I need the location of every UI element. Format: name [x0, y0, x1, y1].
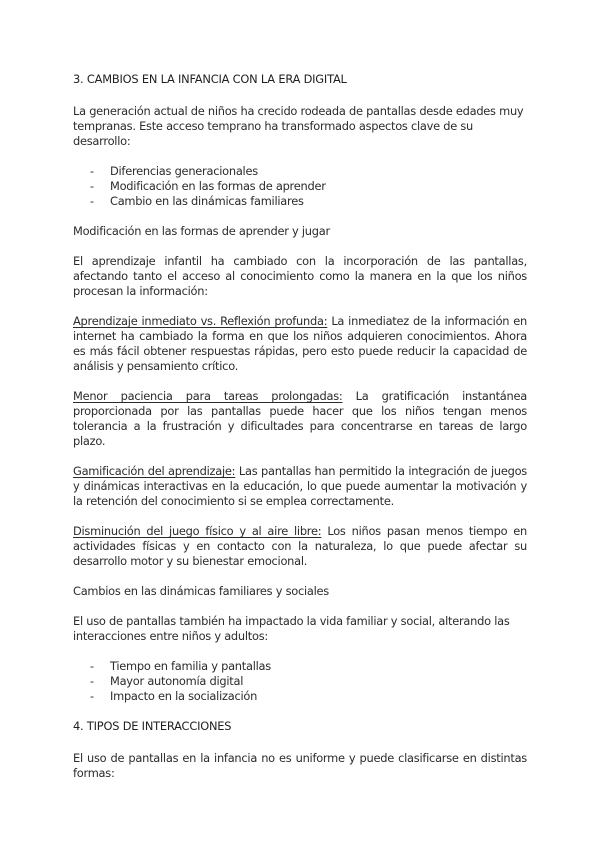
bullet-dash: - — [90, 194, 94, 208]
list-item-text: Tiempo en familia y pantallas — [110, 659, 271, 673]
list-item — [73, 194, 527, 209]
learning-paragraph: El aprendizaje infantil ha cambiado con la incorporación de las pantallas, afectando tanto el acceso al conocimiento como la manera en la que los niños procesan la información: — [73, 254, 527, 298]
list-item-text: Mayor autonomía digital — [110, 674, 244, 688]
point-paragraph — [73, 314, 527, 374]
section-4-title: 4. TIPOS DE INTERACCIONES — [73, 719, 232, 733]
point-paragraph — [73, 464, 527, 509]
list-item — [73, 659, 527, 674]
point-text: La gratificación instantánea proporcionada por las pantallas puede hacer que los niños tengan menos tolerancia a la frustración y dificultades para concentrarse en tareas de largo plazo. — [73, 389, 527, 448]
point-term: Aprendizaje inmediato vs. Reflexión profunda: — [73, 314, 328, 328]
bullet-dash: - — [90, 689, 94, 703]
subheading-learning: Modificación en las formas de aprender y jugar — [73, 224, 330, 238]
family-paragraph: El uso de pantallas también ha impactado la vida familiar y social, alterando las interacciones entre niños y adultos: — [73, 614, 510, 643]
point-paragraph — [73, 389, 527, 449]
list-item-text: Cambio en las dinámicas familiares — [110, 194, 304, 208]
list-item-text: Diferencias generacionales — [110, 164, 258, 178]
point-text: La inmediatez de la información en internet ha cambiado la forma en que los niños adquieren conocimientos. Ahora es más fácil obtener respuestas rápidas, pero esto puede reducir la capacidad de análisis y pensamiento crítico. — [73, 314, 528, 373]
point-term: Disminución del juego físico y al aire libre: — [73, 524, 322, 538]
list-item — [73, 689, 527, 704]
point-term: Gamificación del aprendizaje: — [73, 464, 236, 478]
subheading-family: Cambios en las dinámicas familiares y sociales — [73, 584, 329, 598]
bullet-list-2 — [73, 659, 527, 704]
point-text: Los niños pasan menos tiempo en actividades físicas y en contacto con la naturaleza, lo que puede afectar su desarrollo motor y su bienestar emocional. — [73, 524, 527, 568]
section-4-intro: El uso de pantallas en la infancia no es uniforme y puede clasificarse en distintas formas: — [73, 751, 527, 780]
bullet-list-1 — [73, 164, 527, 209]
list-item — [73, 674, 527, 689]
bullet-dash: - — [90, 164, 94, 178]
point-paragraph — [73, 524, 527, 569]
bullet-dash: - — [90, 674, 94, 688]
point-text: Las pantallas han permitido la integración de juegos y dinámicas interactivas en la educación, lo que puede aumentar la motivación y la retención del conocimiento si se emplea correctamente. — [73, 464, 527, 508]
bullet-dash: - — [90, 659, 94, 673]
point-term: Menor paciencia para tareas prolongadas: — [73, 389, 343, 403]
list-item — [73, 164, 527, 179]
section-3-intro: La generación actual de niños ha crecido rodeada de pantallas desde edades muy tempranas. Este acceso temprano ha transformado aspectos clave de su desarrollo: — [73, 104, 524, 148]
bullet-dash: - — [90, 179, 94, 193]
list-item-text: Impacto en la socialización — [110, 689, 258, 703]
list-item-text: Modificación en las formas de aprender — [110, 179, 326, 193]
list-item — [73, 179, 527, 194]
section-3-title: 3. CAMBIOS EN LA INFANCIA CON LA ERA DIGITAL — [73, 72, 347, 86]
